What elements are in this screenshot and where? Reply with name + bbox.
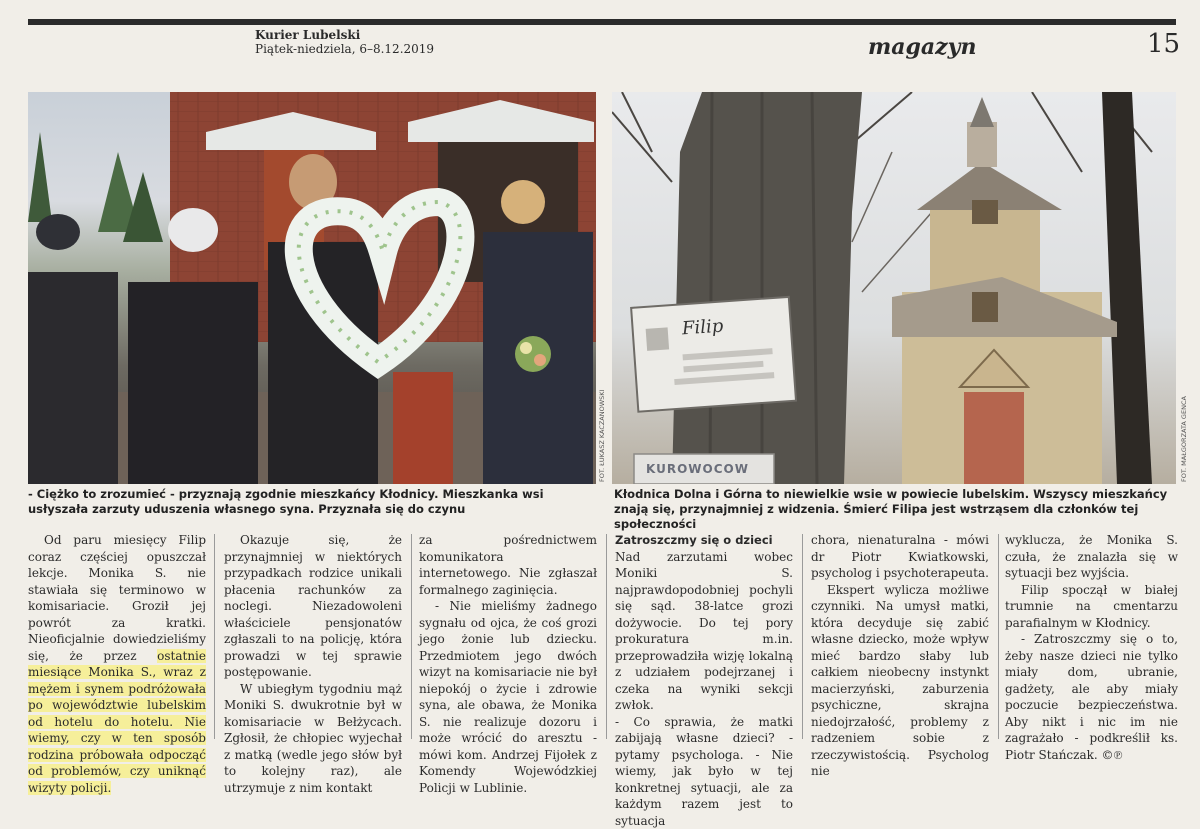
article-column-1 xyxy=(28,532,206,796)
village-church-illustration xyxy=(612,92,1176,484)
village-church-photo xyxy=(612,92,1176,484)
photo-credit-2: FOT. MAŁGORZATA GENCA xyxy=(1180,396,1188,482)
highlighted-text: ostatnie miesiące Monika S., wraz z mężem i synem podróżowała po województwie lubelskim od hotelu do hotelu. Nie wiemy, czy w ten sposób rodzina próbowała odpocząć od problemów, czy uniknąć wizyty policji. xyxy=(28,649,206,795)
column-1-text: Od paru miesięcy Filip coraz częściej opuszczał lekcje. Monika S. nie stawiała się terminowo w komisariacie. Groził jej powrót za kratki. Nieoficjalnie dowiedzieliśmy się, że przez xyxy=(28,533,206,663)
column-divider xyxy=(606,534,607,739)
funeral-procession-illustration xyxy=(28,92,596,484)
roadside-sign-text: KUROWOCOW xyxy=(646,462,749,476)
top-rule xyxy=(28,19,1176,25)
page-number: 15 xyxy=(1147,29,1180,59)
column-divider xyxy=(411,534,412,739)
column-6-paragraph: wyklucza, że Monika S. czuła, że znalazła się w sytuacji bez wyjścia. xyxy=(1005,532,1178,582)
article-column-4 xyxy=(615,532,793,829)
article-column-2 xyxy=(224,532,402,796)
column-3-paragraph: za pośrednictwem komunikatora internetowego. Nie zgłaszał formalnego zaginięcia. xyxy=(419,532,597,598)
article-column-5 xyxy=(811,532,989,780)
column-divider xyxy=(802,534,803,739)
column-4-paragraph: - Co sprawia, że matki zabijają własne dzieci? - pytamy psychologa. - Nie wiemy, jak było w tej konkretnej sytuacji, ale za każdym razem jest to sytuacja xyxy=(615,714,793,829)
column-6-paragraph: Filip spoczął w białej trumnie na cmentarzu parafialnym w Kłodnicy. xyxy=(1005,582,1178,632)
column-5-paragraph: Ekspert wylicza możliwe czynniki. Na umysł matki, która decyduje się zabić własne dziecko, może wpływ mieć bardzo słaby lub całkiem nieobecny instynkt macierzyński, zaburzenia psychiczne, skrajna niedojrzałość, problemy z radzeniem sobie z rzeczywistością. Psycholog nie xyxy=(811,582,989,780)
paper-name: Kurier Lubelski xyxy=(255,28,434,42)
column-2-paragraph: W ubiegłym tygodniu mąż Moniki S. dwukrotnie był w komisariacie w Bełżycach. Zgłosił, że chłopiec wyjechał z matką (wedle jego słów był to kolejny raz), ale utrzymuje z nim kontakt xyxy=(224,681,402,797)
masthead xyxy=(255,28,434,56)
article-column-3 xyxy=(419,532,597,796)
article-column-6 xyxy=(1005,532,1178,763)
memorial-plaque-name: Filip xyxy=(681,316,724,340)
photo-credit-1: FOT. ŁUKASZ KACZANOWSKI xyxy=(598,390,606,482)
caption-right: Kłodnica Dolna i Górna to niewielkie wsie w powiecie lubelskim. Wszyscy mieszkańcy znają się, przynajmniej z widzenia. Śmierć Filipa jest wstrząsem dla członków tej społeczności xyxy=(614,487,1176,532)
column-6-paragraph: - Zatroszczmy się o to, żeby nasze dzieci nie tylko miały dom, ubranie, gadżety, ale aby miały poczucie bezpieczeństwa. Aby nikt i nic im nie zagrażało - podkreślił ks. Piotr Stańczak. ©℗ xyxy=(1005,631,1178,763)
column-3-paragraph: - Nie mieliśmy żadnego sygnału od ojca, że coś grozi jego żonie lub dziecku. Przedmiotem jego dwóch wizyt na komisariacie nie był niepokój o życie i zdrowie syna, ale obawa, że Monika S. nie realizuje dozoru i może wrócić do aresztu - mówi kom. Andrzej Fijołek z Komendy Wojewódzkiej Policji w Lublinie. xyxy=(419,598,597,796)
section-title: magazyn xyxy=(868,34,976,60)
column-2-paragraph: Okazuje się, że przynajmniej w niektórych przypadkach rodzice unikali płacenia rachunków za noclegi. Niezadowoleni właściciele pensjonatów zgłaszali to na policję, która prowadzi w tej sprawie postępowanie. xyxy=(224,532,402,681)
column-5-paragraph: chora, nienaturalna - mówi dr Piotr Kwiatkowski, psycholog i psychoterapeuta. xyxy=(811,532,989,582)
column-divider xyxy=(998,534,999,739)
funeral-procession-photo xyxy=(28,92,596,484)
column-4-paragraph: Nad zarzutami wobec Moniki S. najprawdopodobniej pochyli się sąd. 38-latce grozi dożywocie. Do tej pory prokuratura m.in. przeprowadziła wizję lokalną z udziałem podejrzanej i czeka na wyniki sekcji zwłok. xyxy=(615,549,793,714)
caption-left: - Ciężko to zrozumieć - przyznają zgodnie mieszkańcy Kłodnicy. Mieszkanka wsi usłyszała zarzuty uduszenia własnego syna. Przyznała się do czynu xyxy=(28,487,588,517)
column-divider xyxy=(214,534,215,739)
issue-date: Piątek-niedziela, 6–8.12.2019 xyxy=(255,42,434,56)
subheading: Zatroszczmy się o dzieci xyxy=(615,532,793,549)
